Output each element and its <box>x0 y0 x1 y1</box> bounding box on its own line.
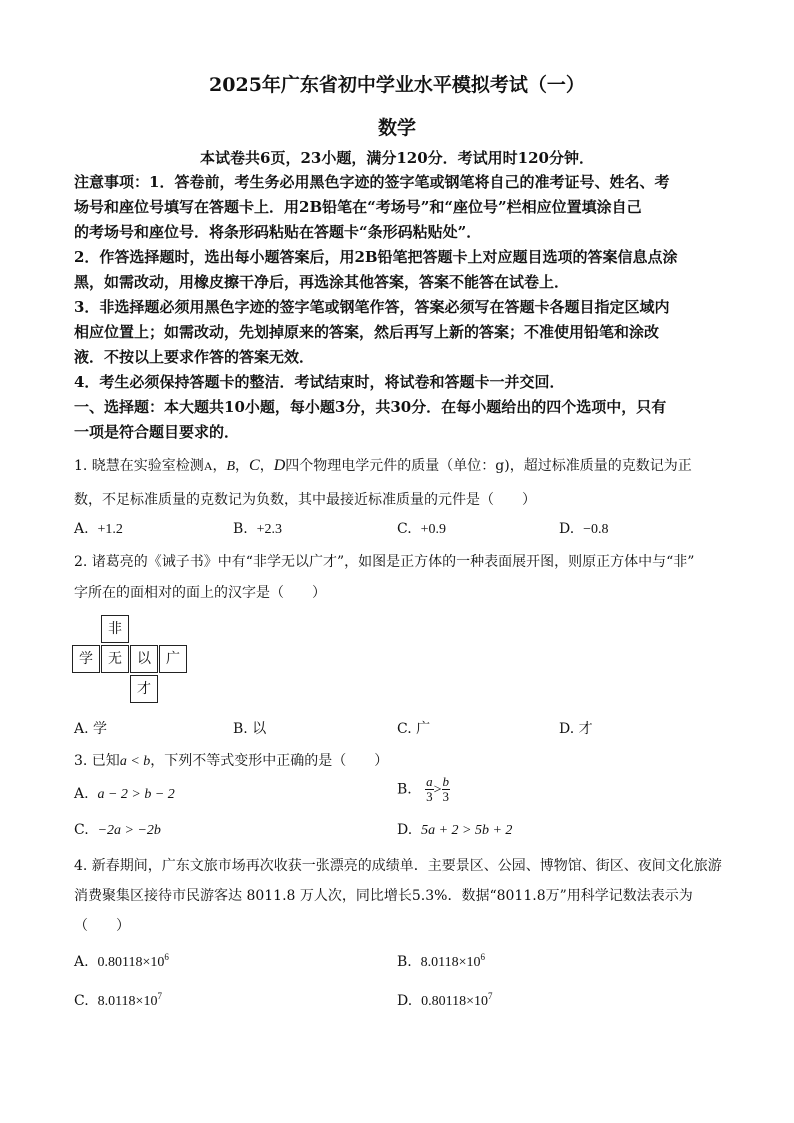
q4-option-d: D. $0.80118\times 10^7$ <box>397 991 493 1009</box>
q1-a: A <box>203 459 213 473</box>
question-4-stem: 4. 新春期间，广东文旅市场再次收获一张漂亮的成绩单．主要景区、公园、博物馆、街区、夜间文化旅游 <box>74 858 722 874</box>
q3-condition: a < b <box>119 754 151 769</box>
q2-option-c: C. 广 <box>397 721 431 737</box>
q1-sep: ， <box>259 458 274 474</box>
question-1-stem <box>74 455 692 475</box>
note-line: 3．非选择题必须用黑色字迹的签字笔或钢笔作答，答案必须写在答题卡各题目指定区域内 <box>74 298 670 316</box>
q2-option-a: A. 学 <box>74 721 108 737</box>
q1-sep: ， <box>235 458 250 474</box>
section-heading: 一项是符合题目要求的． <box>74 423 240 441</box>
net-cell-row: 无 <box>101 645 129 673</box>
q3-rest: ，下列不等式变形中正确的是（ ） <box>150 753 389 769</box>
note-line: 2．作答选择题时，选出每小题答案后，用2B铅笔把答题卡上对应题目选项的答案信息点涂 <box>74 248 678 266</box>
note-line: 注意事项：1．答卷前，考生务必用黑色字迹的签字笔或钢笔将自己的准考证号、姓名、考 <box>74 173 670 191</box>
q2-option-d: D. 才 <box>559 721 593 737</box>
q1-prefix: 1. 晓慧在实验室检测 <box>74 458 204 474</box>
q4-option-c: C. $8.0118\times 10^7$ <box>74 991 162 1009</box>
net-cell-bottom: 才 <box>130 675 158 703</box>
fraction: $\frac{b}{3}$ <box>442 774 450 804</box>
question-2-line2: 字所在的面相对的面上的汉字是（ ） <box>74 585 326 601</box>
q1-sep: ， <box>212 458 227 474</box>
q3-option-a: A. a − 2 > b − 2 <box>74 786 175 802</box>
q1-rest: 四个物理电学元件的质量（单位：g)，超过标准质量的克数记为正 <box>285 458 692 474</box>
question-4-line3: （ ） <box>74 918 130 934</box>
q4-option-a: A. $0.80118\times 10^6$ <box>74 952 169 970</box>
q3-option-c: C. −2a > −2b <box>74 822 161 838</box>
note-line: 的考场号和座位号．将条形码粘贴在答题卡“条形码粘贴处”． <box>74 223 482 241</box>
question-2-stem: 2. 诸葛亮的《诫子书》中有“非学无以广才”，如图是正方体的一种表面展开图，则原正方体中与“非” <box>74 554 695 570</box>
note-line: 场号和座位号填写在答题卡上．用2B铅笔在“考场号”和“座位号”栏相应位置填涂自己 <box>74 198 642 216</box>
note-line: 液．不按以上要求作答的答案无效． <box>74 348 315 366</box>
net-cell-top: 非 <box>101 615 129 643</box>
question-1-line2: 数，不足标准质量的克数记为负数，其中最接近标准质量的元件是（ ） <box>74 492 536 508</box>
question-3-stem <box>74 750 388 770</box>
q4-option-b: B. $8.0118\times 10^6$ <box>397 952 486 970</box>
q1-option-c: C. +0.9 <box>397 521 446 537</box>
q1-c: C <box>249 457 260 474</box>
net-cell-row: 学 <box>72 645 100 673</box>
q1-option-b: B. +2.3 <box>233 521 283 537</box>
note-line: 相应位置上；如需改动，先划掉原来的答案，然后再写上新的答案；不准使用铅笔和涂改 <box>74 323 660 341</box>
exam-title: 2025年广东省初中学业水平模拟考试（一） <box>209 74 585 96</box>
net-cell-row: 广 <box>159 645 187 673</box>
exam-info: 本试卷共6页，23小题，满分120分．考试用时120分钟． <box>200 149 594 167</box>
section-heading: 一、选择题：本大题共10小题，每小题3分，共30分．在每小题给出的四个选项中，只有 <box>74 398 667 416</box>
question-4-line2: 消费聚集区接待市民游客达 8011.8 万人次，同比增长5.3%．数据“8011.8万”用科学记数法表示为 <box>74 888 693 904</box>
exam-subject: 数学 <box>377 117 416 139</box>
q2-option-b: B. 以 <box>233 721 267 737</box>
net-cell-row: 以 <box>130 645 158 673</box>
note-line: 黑，如需改动，用橡皮擦干净后，再选涂其他答案，答案不能答在试卷上． <box>74 273 570 291</box>
q3-option-d: D. 5a + 2 > 5b + 2 <box>397 822 513 838</box>
q3-prefix: 3. 已知 <box>74 753 120 769</box>
q1-d: D <box>273 457 286 474</box>
cube-net-figure <box>72 615 188 703</box>
fraction: $\frac{a}{3}$ <box>426 774 433 804</box>
q1-b: B <box>226 459 236 474</box>
note-line: 4．考生必须保持答题卡的整洁．考试结束时，将试卷和答题卡一并交回． <box>74 373 565 391</box>
q1-option-a: A. +1.2 <box>74 521 123 537</box>
q1-option-d: D. −0.8 <box>559 521 609 537</box>
q3-option-b: B. $\frac{a}{3}$ > $\frac{b}{3}$ <box>397 774 450 804</box>
